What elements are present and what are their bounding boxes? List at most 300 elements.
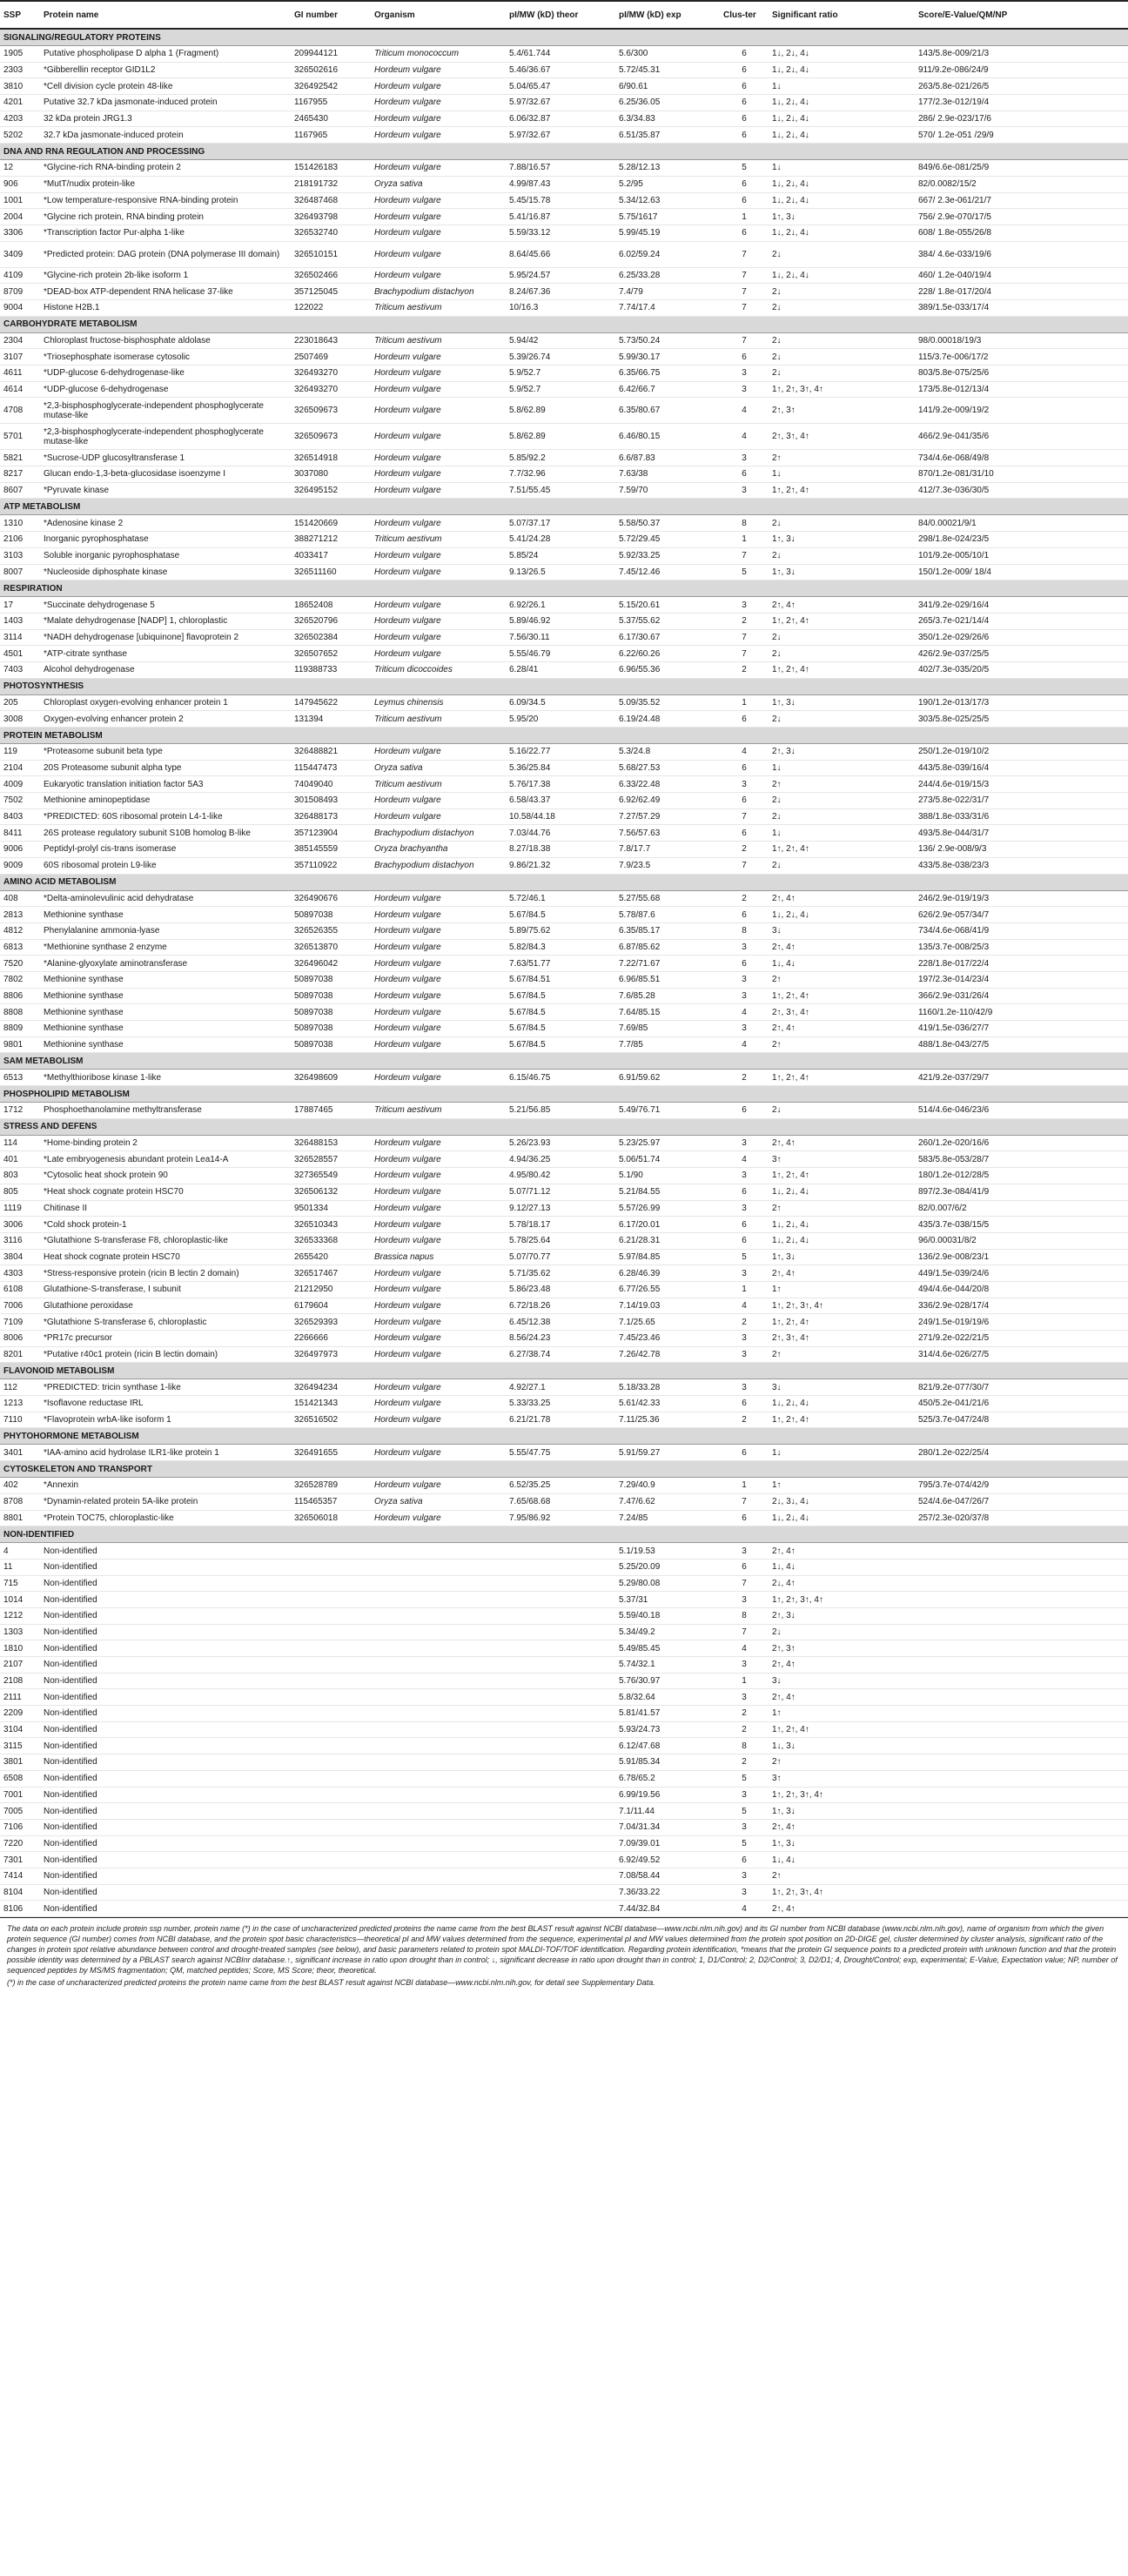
- cell-pi-mw-theor: 7.65/68.68: [506, 1493, 615, 1510]
- cell-significant-ratio: 1↑, 2↑, 4↑: [769, 1412, 915, 1428]
- cell-cluster: 2: [720, 1721, 769, 1738]
- cell-organism: [371, 1835, 506, 1852]
- cell-pi-mw-theor: 5.95/24.57: [506, 267, 615, 284]
- cell-pi-mw-exp: 6.92/49.52: [615, 1852, 720, 1868]
- cell-ssp: 8104: [0, 1884, 40, 1901]
- cell-ssp: 8709: [0, 284, 40, 300]
- cell-pi-mw-theor: 7.63/51.77: [506, 956, 615, 972]
- footnote-asterisk: (*) in the case of uncharacterized predicted proteins the protein name came from the best BLAST result against NCBI database—www.ncbi.nlm.nih.gov, for detail see Supplementary Data.: [7, 1978, 655, 1987]
- cell-pi-mw-theor: 4.99/87.43: [506, 176, 615, 192]
- cell-protein-name: Putative 32.7 kDa jasmonate-induced protein: [40, 95, 291, 111]
- table-row: [0, 1721, 1128, 1738]
- table-row: [0, 62, 1128, 78]
- cell-score: 101/9.2e-005/10/1: [915, 547, 1128, 564]
- cell-organism: [371, 1770, 506, 1787]
- cell-protein-name: *Malate dehydrogenase [NADP] 1, chloroplastic: [40, 613, 291, 629]
- cell-gi-number: 326513870: [291, 939, 371, 956]
- cell-score: 136/ 2.9e-008/9/3: [915, 842, 1128, 858]
- section-header-row: [0, 316, 1128, 332]
- cell-pi-mw-theor: 5.9/52.7: [506, 381, 615, 398]
- cell-ssp: 6813: [0, 939, 40, 956]
- cell-significant-ratio: 1↑, 2↑, 4↑: [769, 1721, 915, 1738]
- cell-score: [915, 1852, 1128, 1868]
- cell-pi-mw-exp: 6.33/22.48: [615, 776, 720, 793]
- cell-ssp: 205: [0, 694, 40, 711]
- section-header-row: [0, 874, 1128, 890]
- cell-organism: Hordeum vulgare: [371, 547, 506, 564]
- cell-organism: Triticum aestivum: [371, 1103, 506, 1119]
- cell-ssp: 2209: [0, 1706, 40, 1722]
- section-title: STRESS AND DEFENS: [0, 1118, 1128, 1135]
- cell-pi-mw-exp: 6.35/85.17: [615, 922, 720, 939]
- cell-organism: [371, 1592, 506, 1608]
- section-title: CARBOHYDRATE METABOLISM: [0, 316, 1128, 332]
- cell-protein-name: Chloroplast oxygen-evolving enhancer protein 1: [40, 694, 291, 711]
- cell-score: 303/5.8e-025/25/5: [915, 711, 1128, 728]
- cell-pi-mw-theor: 8.27/18.38: [506, 842, 615, 858]
- table-row: [0, 1232, 1128, 1249]
- cell-score: 870/1.2e-081/31/10: [915, 466, 1128, 483]
- cell-cluster: 3: [720, 1168, 769, 1184]
- table-row: [0, 1559, 1128, 1575]
- cell-ssp: 1403: [0, 613, 40, 629]
- cell-pi-mw-theor: 7.56/30.11: [506, 629, 615, 646]
- cell-score: 494/4.6e-044/20/8: [915, 1281, 1128, 1298]
- cell-significant-ratio: 1↓, 2↓, 4↓: [769, 62, 915, 78]
- cell-protein-name: 26S protease regulatory subunit S10B homolog B-like: [40, 825, 291, 842]
- cell-ssp: 805: [0, 1184, 40, 1200]
- cell-pi-mw-exp: 5.74/32.1: [615, 1657, 720, 1674]
- cell-pi-mw-exp: 5.18/33.28: [615, 1379, 720, 1396]
- cell-pi-mw-theor: [506, 1640, 615, 1657]
- cell-gi-number: 326493270: [291, 366, 371, 382]
- cell-protein-name: Non-identified: [40, 1852, 291, 1868]
- cell-significant-ratio: 2↓: [769, 808, 915, 825]
- cell-pi-mw-exp: 5.93/24.73: [615, 1721, 720, 1738]
- cell-pi-mw-exp: 6.22/60.26: [615, 646, 720, 662]
- cell-gi-number: 326493270: [291, 381, 371, 398]
- cell-score: 286/ 2.9e-023/17/6: [915, 111, 1128, 127]
- cell-pi-mw-theor: [506, 1884, 615, 1901]
- table-row: [0, 1787, 1128, 1803]
- cell-significant-ratio: 2↑, 4↑: [769, 1021, 915, 1037]
- cell-score: 524/4.6e-047/26/7: [915, 1493, 1128, 1510]
- cell-ssp: 4109: [0, 267, 40, 284]
- cell-pi-mw-exp: 7.24/85: [615, 1510, 720, 1526]
- cell-pi-mw-theor: 5.26/23.93: [506, 1135, 615, 1151]
- cell-pi-mw-theor: 5.07/70.77: [506, 1249, 615, 1265]
- section-title: PHOTOSYNTHESIS: [0, 678, 1128, 694]
- cell-ssp: 119: [0, 744, 40, 761]
- cell-pi-mw-theor: 8.56/24.23: [506, 1331, 615, 1347]
- cell-pi-mw-theor: 6.52/35.25: [506, 1478, 615, 1494]
- cell-significant-ratio: 1↑: [769, 1706, 915, 1722]
- cell-pi-mw-theor: 10/16.3: [506, 299, 615, 316]
- cell-organism: [371, 1803, 506, 1820]
- cell-pi-mw-theor: 5.55/46.79: [506, 646, 615, 662]
- cell-protein-name: Methionine synthase: [40, 988, 291, 1004]
- cell-cluster: 3: [720, 1200, 769, 1217]
- cell-cluster: 3: [720, 366, 769, 382]
- cell-organism: Hordeum vulgare: [371, 1135, 506, 1151]
- cell-gi-number: [291, 1592, 371, 1608]
- cell-significant-ratio: 2↓: [769, 547, 915, 564]
- cell-significant-ratio: 1↑, 2↑, 4↑: [769, 482, 915, 499]
- cell-pi-mw-exp: 7.45/23.46: [615, 1331, 720, 1347]
- cell-significant-ratio: 2↑, 3↑: [769, 1640, 915, 1657]
- section-header-row: [0, 499, 1128, 515]
- cell-significant-ratio: 1↓: [769, 160, 915, 177]
- cell-cluster: 7: [720, 547, 769, 564]
- section-title: NON-IDENTIFIED: [0, 1526, 1128, 1543]
- cell-organism: Hordeum vulgare: [371, 1331, 506, 1347]
- cell-pi-mw-theor: 5.82/84.3: [506, 939, 615, 956]
- cell-significant-ratio: 1↓, 2↓, 4↓: [769, 907, 915, 923]
- cell-pi-mw-exp: 5.1/90: [615, 1168, 720, 1184]
- cell-protein-name: *Glycine-rich RNA-binding protein 2: [40, 160, 291, 177]
- cell-gi-number: 218191732: [291, 176, 371, 192]
- cell-organism: Hordeum vulgare: [371, 466, 506, 483]
- table-row: [0, 267, 1128, 284]
- cell-organism: Hordeum vulgare: [371, 890, 506, 907]
- cell-pi-mw-theor: 6.92/26.1: [506, 597, 615, 614]
- cell-gi-number: 326491655: [291, 1445, 371, 1461]
- section-title: FLAVONOID METABOLISM: [0, 1363, 1128, 1379]
- table-row: [0, 547, 1128, 564]
- cell-score: 135/3.7e-008/25/3: [915, 939, 1128, 956]
- cell-pi-mw-theor: 5.95/20: [506, 711, 615, 728]
- cell-pi-mw-exp: 7.29/40.9: [615, 1478, 720, 1494]
- cell-organism: Hordeum vulgare: [371, 482, 506, 499]
- cell-cluster: 3: [720, 1689, 769, 1706]
- cell-protein-name: *IAA-amino acid hydrolase ILR1-like protein 1: [40, 1445, 291, 1461]
- cell-protein-name: Heat shock cognate protein HSC70: [40, 1249, 291, 1265]
- cell-ssp: 5202: [0, 127, 40, 144]
- table-row: [0, 46, 1128, 63]
- cell-ssp: 8411: [0, 825, 40, 842]
- cell-score: 250/1.2e-019/10/2: [915, 744, 1128, 761]
- cell-ssp: 4708: [0, 398, 40, 424]
- cell-organism: [371, 1754, 506, 1771]
- cell-ssp: 1001: [0, 192, 40, 209]
- cell-pi-mw-exp: 6.87/85.62: [615, 939, 720, 956]
- cell-pi-mw-theor: 5.97/32.67: [506, 127, 615, 144]
- cell-protein-name: 20S Proteasome subunit alpha type: [40, 760, 291, 776]
- cell-protein-name: *ATP-citrate synthase: [40, 646, 291, 662]
- table-row: [0, 299, 1128, 316]
- cell-score: 525/3.7e-047/24/8: [915, 1412, 1128, 1428]
- cell-ssp: 2004: [0, 209, 40, 225]
- table-row: [0, 1575, 1128, 1592]
- col-header-ssp: SSP: [0, 1, 40, 29]
- cell-score: [915, 1835, 1128, 1852]
- cell-significant-ratio: 1↑, 2↑, 3↑, 4↑: [769, 1592, 915, 1608]
- section-title: SAM METABOLISM: [0, 1053, 1128, 1070]
- cell-pi-mw-theor: [506, 1624, 615, 1640]
- cell-cluster: 6: [720, 1217, 769, 1233]
- cell-significant-ratio: 2↑: [769, 1754, 915, 1771]
- cell-ssp: 1810: [0, 1640, 40, 1657]
- cell-gi-number: [291, 1754, 371, 1771]
- table-row: [0, 1543, 1128, 1560]
- cell-cluster: 3: [720, 776, 769, 793]
- cell-gi-number: [291, 1624, 371, 1640]
- cell-score: 249/1.5e-019/19/6: [915, 1314, 1128, 1331]
- cell-gi-number: 326532740: [291, 225, 371, 241]
- cell-pi-mw-theor: 5.78/18.17: [506, 1217, 615, 1233]
- table-body: [0, 29, 1128, 1917]
- cell-organism: Hordeum vulgare: [371, 349, 506, 366]
- cell-protein-name: *Cold shock protein-1: [40, 1217, 291, 1233]
- cell-significant-ratio: 2↓: [769, 332, 915, 349]
- cell-protein-name: Non-identified: [40, 1673, 291, 1689]
- cell-gi-number: [291, 1868, 371, 1884]
- table-row: [0, 1819, 1128, 1835]
- cell-cluster: 5: [720, 1835, 769, 1852]
- cell-gi-number: 326497973: [291, 1346, 371, 1363]
- section-header-row: [0, 1053, 1128, 1070]
- cell-protein-name: Methionine aminopeptidase: [40, 793, 291, 809]
- cell-protein-name: Non-identified: [40, 1607, 291, 1624]
- cell-significant-ratio: 1↓, 4↓: [769, 1559, 915, 1575]
- table-row: [0, 176, 1128, 192]
- cell-pi-mw-theor: 5.86/23.48: [506, 1281, 615, 1298]
- cell-pi-mw-exp: 7.8/17.7: [615, 842, 720, 858]
- cell-significant-ratio: 2↑, 3↓: [769, 744, 915, 761]
- cell-pi-mw-exp: 5.73/50.24: [615, 332, 720, 349]
- cell-ssp: 4303: [0, 1265, 40, 1282]
- cell-gi-number: 326510343: [291, 1217, 371, 1233]
- cell-organism: Hordeum vulgare: [371, 1004, 506, 1021]
- cell-pi-mw-theor: 5.67/84.5: [506, 988, 615, 1004]
- cell-gi-number: [291, 1559, 371, 1575]
- cell-pi-mw-exp: 5.75/1617: [615, 209, 720, 225]
- cell-score: 244/4.6e-019/15/3: [915, 776, 1128, 793]
- cell-ssp: 7301: [0, 1852, 40, 1868]
- cell-ssp: 11: [0, 1559, 40, 1575]
- cell-gi-number: 326487468: [291, 192, 371, 209]
- cell-ssp: 408: [0, 890, 40, 907]
- cell-protein-name: Oxygen-evolving enhancer protein 2: [40, 711, 291, 728]
- cell-cluster: 6: [720, 1852, 769, 1868]
- col-header-pi-mw-theor: pI/MW (kD) theor: [506, 1, 615, 29]
- cell-cluster: 3: [720, 1135, 769, 1151]
- cell-score: 897/2.3e-084/41/9: [915, 1184, 1128, 1200]
- cell-ssp: 6508: [0, 1770, 40, 1787]
- cell-pi-mw-theor: [506, 1852, 615, 1868]
- cell-score: 849/6.6e-081/25/9: [915, 160, 1128, 177]
- cell-pi-mw-theor: 5.41/24.28: [506, 532, 615, 548]
- cell-pi-mw-theor: 6.58/43.37: [506, 793, 615, 809]
- cell-protein-name: *DEAD-box ATP-dependent RNA helicase 37-like: [40, 284, 291, 300]
- cell-significant-ratio: 1↓: [769, 1445, 915, 1461]
- cell-protein-name: Methionine synthase: [40, 907, 291, 923]
- cell-organism: Hordeum vulgare: [371, 793, 506, 809]
- cell-significant-ratio: 1↓, 2↓, 4↓: [769, 267, 915, 284]
- cell-protein-name: *Putative r40c1 protein (ricin B lectin domain): [40, 1346, 291, 1363]
- cell-organism: Hordeum vulgare: [371, 424, 506, 450]
- cell-significant-ratio: 1↑, 2↑, 3↑, 4↑: [769, 1787, 915, 1803]
- cell-ssp: 5701: [0, 424, 40, 450]
- cell-pi-mw-exp: 5.37/55.62: [615, 613, 720, 629]
- cell-protein-name: *PREDICTED: 60S ribosomal protein L4-1-like: [40, 808, 291, 825]
- table-row: [0, 907, 1128, 923]
- cell-gi-number: 50897038: [291, 1021, 371, 1037]
- cell-cluster: 1: [720, 694, 769, 711]
- cell-significant-ratio: 1↓: [769, 466, 915, 483]
- cell-organism: Hordeum vulgare: [371, 1200, 506, 1217]
- cell-gi-number: 326502616: [291, 62, 371, 78]
- cell-organism: Hordeum vulgare: [371, 1510, 506, 1526]
- cell-pi-mw-theor: 4.92/27.1: [506, 1379, 615, 1396]
- cell-score: 82/0.0082/15/2: [915, 176, 1128, 192]
- cell-protein-name: Eukaryotic translation initiation factor 5A3: [40, 776, 291, 793]
- cell-cluster: 3: [720, 450, 769, 466]
- table-row: [0, 241, 1128, 267]
- table-row: [0, 1445, 1128, 1461]
- cell-protein-name: *Cytosolic heat shock protein 90: [40, 1168, 291, 1184]
- cell-gi-number: 151421343: [291, 1396, 371, 1412]
- table-row: [0, 366, 1128, 382]
- cell-gi-number: [291, 1835, 371, 1852]
- cell-organism: [371, 1624, 506, 1640]
- cell-organism: Brachypodium distachyon: [371, 284, 506, 300]
- cell-score: 421/9.2e-037/29/7: [915, 1070, 1128, 1086]
- cell-organism: [371, 1901, 506, 1917]
- cell-pi-mw-theor: 5.39/26.74: [506, 349, 615, 366]
- cell-pi-mw-theor: 5.97/32.67: [506, 95, 615, 111]
- cell-gi-number: 326492542: [291, 78, 371, 95]
- cell-pi-mw-theor: 5.41/16.87: [506, 209, 615, 225]
- cell-cluster: 3: [720, 1543, 769, 1560]
- table-row: [0, 956, 1128, 972]
- cell-organism: [371, 1819, 506, 1835]
- cell-cluster: 3: [720, 1021, 769, 1037]
- cell-cluster: 2: [720, 661, 769, 678]
- cell-cluster: 7: [720, 808, 769, 825]
- cell-pi-mw-theor: 6.27/38.74: [506, 1346, 615, 1363]
- cell-pi-mw-exp: 5.34/12.63: [615, 192, 720, 209]
- section-header-row: [0, 1461, 1128, 1478]
- cell-cluster: 3: [720, 482, 769, 499]
- cell-pi-mw-exp: 5.61/42.33: [615, 1396, 720, 1412]
- cell-organism: Hordeum vulgare: [371, 1265, 506, 1282]
- cell-significant-ratio: 2↑, 4↑: [769, 1901, 915, 1917]
- cell-ssp: 906: [0, 176, 40, 192]
- cell-gi-number: 357110922: [291, 857, 371, 874]
- cell-significant-ratio: 2↑, 4↑: [769, 1689, 915, 1706]
- cell-significant-ratio: 1↑, 2↑, 4↑: [769, 1070, 915, 1086]
- cell-ssp: 1303: [0, 1624, 40, 1640]
- cell-pi-mw-theor: 7.95/86.92: [506, 1510, 615, 1526]
- cell-pi-mw-theor: 9.13/26.5: [506, 564, 615, 580]
- cell-pi-mw-theor: 5.07/71.12: [506, 1184, 615, 1200]
- cell-protein-name: Non-identified: [40, 1657, 291, 1674]
- cell-protein-name: 60S ribosomal protein L9-like: [40, 857, 291, 874]
- cell-score: 336/2.9e-028/17/4: [915, 1298, 1128, 1314]
- cell-score: 298/1.8e-024/23/5: [915, 532, 1128, 548]
- cell-score: 265/3.7e-021/14/4: [915, 613, 1128, 629]
- cell-organism: Hordeum vulgare: [371, 564, 506, 580]
- cell-gi-number: 2266666: [291, 1331, 371, 1347]
- cell-ssp: 112: [0, 1379, 40, 1396]
- cell-score: 583/5.8e-053/28/7: [915, 1151, 1128, 1168]
- cell-organism: Hordeum vulgare: [371, 1445, 506, 1461]
- cell-pi-mw-exp: 7.9/23.5: [615, 857, 720, 874]
- cell-ssp: 3008: [0, 711, 40, 728]
- cell-pi-mw-exp: 6.17/30.67: [615, 629, 720, 646]
- cell-organism: [371, 1689, 506, 1706]
- cell-score: [915, 1868, 1128, 1884]
- cell-cluster: 4: [720, 1640, 769, 1657]
- cell-score: 314/4.6e-026/27/5: [915, 1346, 1128, 1363]
- cell-ssp: 4009: [0, 776, 40, 793]
- cell-ssp: 8809: [0, 1021, 40, 1037]
- cell-ssp: 8106: [0, 1901, 40, 1917]
- cell-protein-name: Chloroplast fructose-bisphosphate aldolase: [40, 332, 291, 349]
- cell-protein-name: Glucan endo-1,3-beta-glucosidase isoenzyme I: [40, 466, 291, 483]
- cell-protein-name: Non-identified: [40, 1787, 291, 1803]
- cell-cluster: 6: [720, 349, 769, 366]
- cell-pi-mw-exp: 5.27/55.68: [615, 890, 720, 907]
- cell-pi-mw-theor: 5.71/35.62: [506, 1265, 615, 1282]
- cell-significant-ratio: 2↓, 3↓, 4↓: [769, 1493, 915, 1510]
- cell-ssp: 2303: [0, 62, 40, 78]
- cell-pi-mw-theor: 5.45/15.78: [506, 192, 615, 209]
- cell-pi-mw-exp: 7.36/33.22: [615, 1884, 720, 1901]
- cell-ssp: 3107: [0, 349, 40, 366]
- cell-significant-ratio: 3↓: [769, 922, 915, 939]
- cell-ssp: 2107: [0, 1657, 40, 1674]
- cell-significant-ratio: 2↓: [769, 1624, 915, 1640]
- cell-organism: Triticum monococcum: [371, 46, 506, 63]
- table-row: [0, 1673, 1128, 1689]
- cell-protein-name: *Heat shock cognate protein HSC70: [40, 1184, 291, 1200]
- cell-pi-mw-exp: 5.8/32.64: [615, 1689, 720, 1706]
- cell-cluster: 6: [720, 907, 769, 923]
- cell-ssp: 3409: [0, 241, 40, 267]
- cell-pi-mw-theor: 7.88/16.57: [506, 160, 615, 177]
- cell-score: 412/7.3e-036/30/5: [915, 482, 1128, 499]
- cell-gi-number: 326502384: [291, 629, 371, 646]
- cell-gi-number: 17887465: [291, 1103, 371, 1119]
- cell-organism: [371, 1657, 506, 1674]
- table-row: [0, 1592, 1128, 1608]
- cell-protein-name: *MutT/nudix protein-like: [40, 176, 291, 192]
- cell-gi-number: 131394: [291, 711, 371, 728]
- cell-pi-mw-exp: 5.34/49.2: [615, 1624, 720, 1640]
- table-row: [0, 482, 1128, 499]
- cell-pi-mw-theor: 8.64/45.66: [506, 241, 615, 267]
- cell-organism: Hordeum vulgare: [371, 1478, 506, 1494]
- cell-cluster: 4: [720, 1151, 769, 1168]
- cell-gi-number: 2507469: [291, 349, 371, 366]
- cell-protein-name: *Alanine-glyoxylate aminotransferase: [40, 956, 291, 972]
- cell-protein-name: *PR17c precursor: [40, 1331, 291, 1347]
- cell-score: 136/2.9e-008/23/1: [915, 1249, 1128, 1265]
- cell-ssp: 803: [0, 1168, 40, 1184]
- table-row: [0, 1036, 1128, 1053]
- cell-gi-number: 326517467: [291, 1265, 371, 1282]
- cell-protein-name: *Stress-responsive protein (ricin B lectin 2 domain): [40, 1265, 291, 1282]
- cell-gi-number: 18652408: [291, 597, 371, 614]
- cell-pi-mw-theor: [506, 1901, 615, 1917]
- cell-cluster: 4: [720, 424, 769, 450]
- cell-organism: Hordeum vulgare: [371, 381, 506, 398]
- cell-cluster: 7: [720, 629, 769, 646]
- cell-ssp: 3306: [0, 225, 40, 241]
- cell-pi-mw-theor: [506, 1787, 615, 1803]
